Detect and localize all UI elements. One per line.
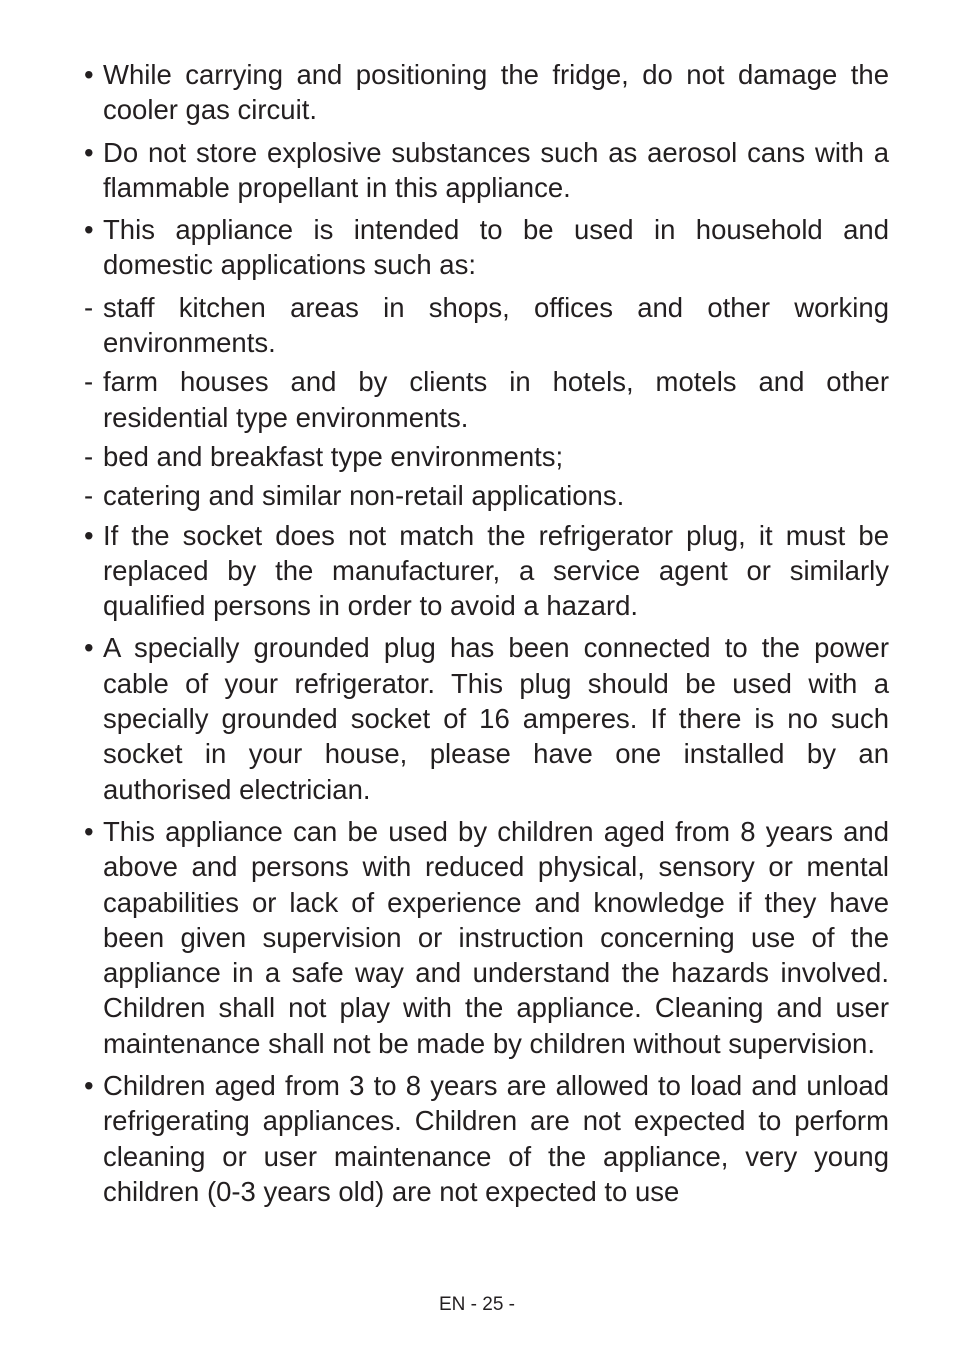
list-item-text: This appliance can be used by children aged from 8 years and above and persons with reduced physical, sensory or mental capabilities or lack of experience and knowledge if they have been given supervision or instruction concerning use of the appliance in a safe way and understand the hazards involved. Children shall not play with the appliance. Cleaning and user maintenance shall not be made by children without supervision. [103, 815, 889, 1059]
bullet-marker: • [84, 632, 94, 664]
sub-list-item [84, 478, 889, 513]
bullet-marker: • [84, 59, 94, 90]
sub-list-item-text: farm houses and by clients in hotels, motels and other residential type environments. [103, 366, 889, 433]
sub-list-item-text: bed and breakfast type environments; [103, 440, 564, 472]
sub-list-item [84, 364, 889, 435]
bullet-marker: • [84, 136, 94, 168]
dash-marker: - [84, 440, 94, 472]
list-item [84, 814, 889, 1061]
list-item-text: Children aged from 3 to 8 years are allowed to load and unload refrigerating appliances. Children are not expected to perform cleaning or user maintenance of the appliance, very young children (0-3 years old) are not expected to use [103, 1070, 889, 1207]
dash-marker: - [84, 291, 94, 323]
sub-list-item [84, 290, 889, 361]
bullet-marker: • [84, 1070, 94, 1102]
list-item-text: While carrying and positioning the fridge, do not damage the cooler gas circuit. [103, 59, 889, 126]
bullet-marker: • [84, 815, 94, 847]
list-item [84, 135, 889, 206]
list-item-text: A specially grounded plug has been connected to the power cable of your refrigerator. This plug should be used with a specially grounded socket of 16 amperes. If there is no such socket in your house, please have one installed by an authorised electrician. [103, 632, 889, 805]
list-item-text: Do not store explosive substances such as aerosol cans with a flammable propellant in this appliance. [103, 136, 889, 203]
bullet-marker: • [84, 214, 94, 246]
list-item [84, 518, 889, 624]
list-item [84, 212, 889, 283]
list-item [84, 57, 889, 128]
list-item-text: If the socket does not match the refrigerator plug, it must be replaced by the manufacturer, a service agent or similarly qualified persons in order to avoid a hazard. [103, 519, 889, 622]
bullet-marker: • [84, 519, 94, 551]
dash-marker: - [84, 366, 94, 398]
dash-marker: - [84, 480, 94, 512]
instructions-list [84, 57, 889, 1216]
page-number: EN - 25 - [438, 1294, 516, 1315]
sub-list-item-text: catering and similar non-retail applications. [103, 480, 625, 512]
list-item [84, 1068, 889, 1209]
list-item-text: This appliance is intended to be used in household and domestic applications such as: [103, 214, 889, 281]
sub-list-item-text: staff kitchen areas in shops, offices and other working environments. [103, 291, 889, 359]
list-item [84, 630, 889, 806]
sub-list-item [84, 439, 889, 474]
